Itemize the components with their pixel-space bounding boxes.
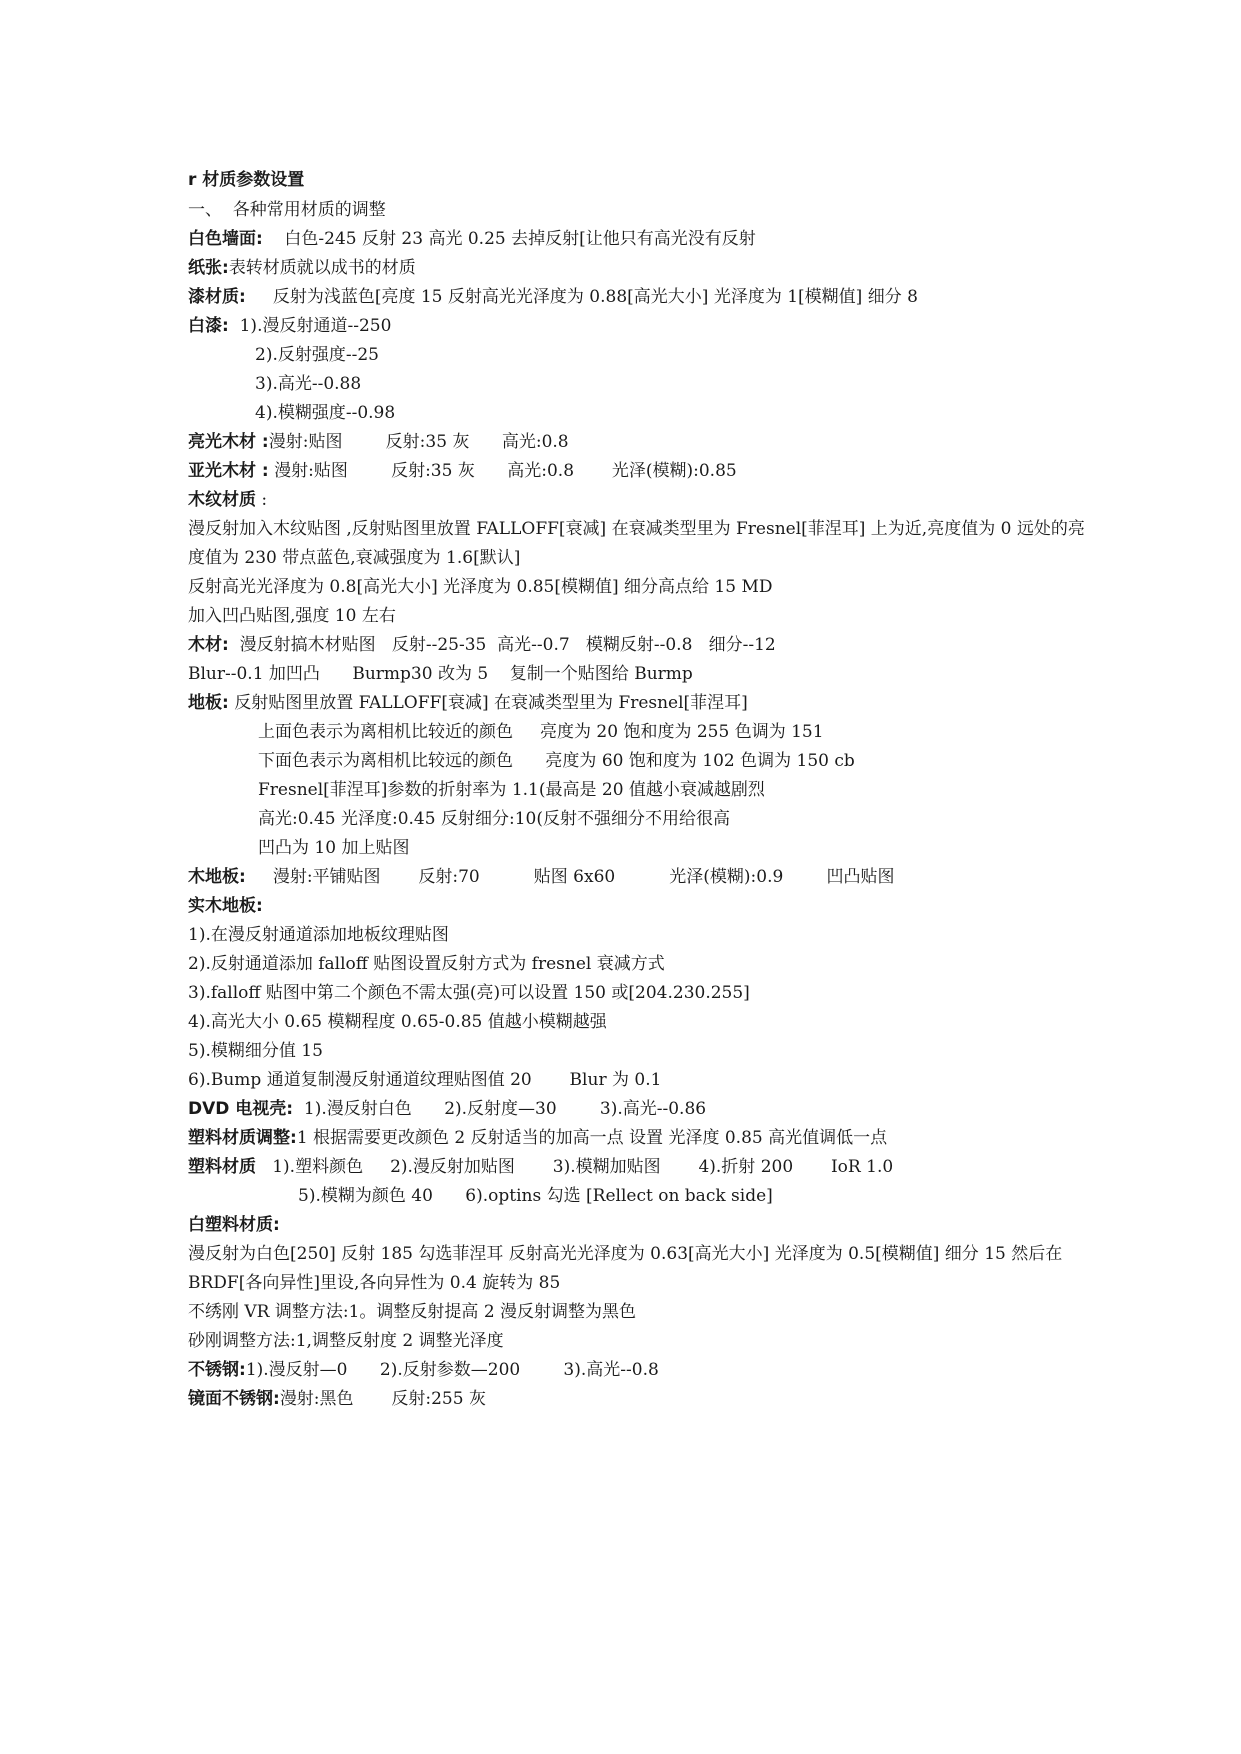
line-dvd: [188, 1099, 706, 1119]
line-plastic: [188, 1157, 893, 1177]
label-wood-grain: 木纹材质: [188, 490, 256, 510]
list-item: 6).Bump 通道复制漫反射通道纹理贴图值 20 Blur 为 0.1: [188, 1070, 662, 1090]
list-item: 5).模糊细分值 15: [188, 1041, 323, 1061]
line-floor: [188, 693, 748, 713]
paragraph-line: 漫反射为白色[250] 反射 185 勾选菲涅耳 反射高光光泽度为 0.63[高光大小] 光泽度为 0.5[模糊值] 细分 15 然后在: [188, 1244, 1063, 1264]
line-wood: [188, 635, 776, 655]
line-paint: [188, 287, 918, 307]
text-dvd: 1).漫反射白色 2).反射度—30 3).高光--0.86: [293, 1099, 707, 1119]
label-steel: 不锈钢:: [188, 1360, 246, 1380]
text-paint: 反射为浅蓝色[亮度 15 反射高光光泽度为 0.88[高光大小] 光泽度为 1[模糊值] 细分 8: [245, 287, 918, 307]
line-wood-floor: [188, 867, 895, 887]
line-glossy-wood: [188, 432, 569, 452]
list-item: 5).模糊为颜色 40 6).optins 勾选 [Rellect on back side]: [298, 1186, 773, 1206]
paragraph-line: 砂刚调整方法:1,调整反射度 2 调整光泽度: [188, 1331, 504, 1351]
list-item: 3).高光--0.88: [255, 374, 362, 394]
label-paint: 漆材质:: [188, 287, 246, 307]
text-plastic-adjust: 1 根据需要更改颜色 2 反射适当的加高一点 设置 光泽度 0.85 高光值调低一点: [296, 1128, 888, 1148]
paragraph-line: 高光:0.45 光泽度:0.45 反射细分:10(反射不强细分不用给很高: [258, 809, 730, 829]
text-plastic: 1).塑料颜色 2).漫反射加贴图 3).模糊加贴图 4).折射 200 IoR 1.0: [256, 1157, 894, 1177]
paragraph-line: 反射高光光泽度为 0.8[高光大小] 光泽度为 0.85[模糊值] 细分高点给 15 MD: [188, 577, 773, 597]
label-dvd: DVD 电视壳:: [188, 1099, 294, 1119]
label-mirror-steel: 镜面不锈钢:: [188, 1389, 280, 1409]
line-white-wall: [188, 229, 756, 249]
line-wood-grain: [188, 490, 267, 510]
label-wood-floor: 木地板:: [188, 867, 246, 887]
line-paper: [188, 258, 416, 278]
line-white-lacquer: [188, 316, 391, 336]
text-wood-grain: :: [256, 490, 268, 510]
paragraph-line: 度值为 230 带点蓝色,衰减强度为 1.6[默认]: [188, 548, 521, 568]
label-floor: 地板:: [188, 693, 229, 713]
text-paper: 表转材质就以成书的材质: [228, 258, 416, 278]
doc-title: r 材质参数设置: [188, 170, 305, 190]
section-heading: 一、 各种常用材质的调整: [188, 200, 386, 220]
text-wood: 漫反射搞木材贴图 反射--25-35 高光--0.7 模糊反射--0.8 细分--12: [228, 635, 776, 655]
text-white-wall: 白色-245 反射 23 高光 0.25 去掉反射[让他只有高光没有反射: [262, 229, 756, 249]
text-mirror-steel: 漫射:黑色 反射:255 灰: [279, 1389, 486, 1409]
line-mirror-steel: [188, 1389, 486, 1409]
list-item: 4).模糊强度--0.98: [255, 403, 396, 423]
label-matte-wood: 亚光木材 :: [188, 461, 269, 481]
text-matte-wood: 漫射:贴图 反射:35 灰 高光:0.8 光泽(模糊):0.85: [268, 461, 737, 481]
label-paper: 纸张:: [188, 258, 229, 278]
list-item: 1).在漫反射通道添加地板纹理贴图: [188, 925, 449, 945]
label-white-wall: 白色墙面:: [188, 229, 263, 249]
paragraph-line: 凹凸为 10 加上贴图: [258, 838, 410, 858]
list-item: 4).高光大小 0.65 模糊程度 0.65-0.85 值越小模糊越强: [188, 1012, 607, 1032]
list-item: 3).falloff 贴图中第二个颜色不需太强(亮)可以设置 150 或[204.230.255]: [188, 983, 750, 1003]
paragraph-line: 下面色表示为离相机比较远的颜色 亮度为 60 饱和度为 102 色调为 150 cb: [258, 751, 855, 771]
text-steel: 1).漫反射—0 2).反射参数—200 3).高光--0.8: [245, 1360, 659, 1380]
text-wood-floor: 漫射:平铺贴图 反射:70 贴图 6x60 光泽(模糊):0.9 凹凸贴图: [245, 867, 895, 887]
label-solid-wood: 实木地板:: [188, 896, 263, 916]
line-steel: [188, 1360, 659, 1380]
text-white-lacquer: 1).漫反射通道--250: [228, 316, 392, 336]
line-matte-wood: [188, 461, 737, 481]
paragraph-line: Blur--0.1 加凹凸 Burmp30 改为 5 复制一个贴图给 Burmp: [188, 664, 693, 684]
label-white-plastic: 白塑料材质:: [188, 1215, 280, 1235]
text-floor: 反射贴图里放置 FALLOFF[衰减] 在衰减类型里为 Fresnel[菲涅耳]: [228, 693, 748, 713]
paragraph-line: 漫反射加入木纹贴图 ,反射贴图里放置 FALLOFF[衰减] 在衰减类型里为 Fresnel[菲涅耳] 上为近,亮度值为 0 远处的亮: [188, 519, 1085, 539]
line-plastic-adjust: [188, 1128, 887, 1148]
line-white-plastic: [188, 1215, 280, 1235]
paragraph-line: BRDF[各向异性]里设,各向异性为 0.4 旋转为 85: [188, 1273, 561, 1293]
paragraph-line: 上面色表示为离相机比较近的颜色 亮度为 20 饱和度为 255 色调为 151: [258, 722, 824, 742]
paragraph-line: Fresnel[菲涅耳]参数的折射率为 1.1(最高是 20 值越小衰减越剧烈: [258, 780, 765, 800]
list-item: 2).反射通道添加 falloff 贴图设置反射方式为 fresnel 衰减方式: [188, 954, 665, 974]
list-item: 2).反射强度--25: [255, 345, 379, 365]
label-plastic: 塑料材质: [188, 1157, 256, 1177]
paragraph-line: 不绣刚 VR 调整方法:1。调整反射提高 2 漫反射调整为黑色: [188, 1302, 637, 1322]
label-wood: 木材:: [188, 635, 229, 655]
label-white-lacquer: 白漆:: [188, 316, 229, 336]
line-solid-wood: [188, 896, 263, 916]
label-plastic-adjust: 塑料材质调整:: [188, 1128, 297, 1148]
label-glossy-wood: 亮光木材 :: [188, 432, 269, 452]
paragraph-line: 加入凹凸贴图,强度 10 左右: [188, 606, 396, 626]
text-glossy-wood: 漫射:贴图 反射:35 灰 高光:0.8: [268, 432, 569, 452]
